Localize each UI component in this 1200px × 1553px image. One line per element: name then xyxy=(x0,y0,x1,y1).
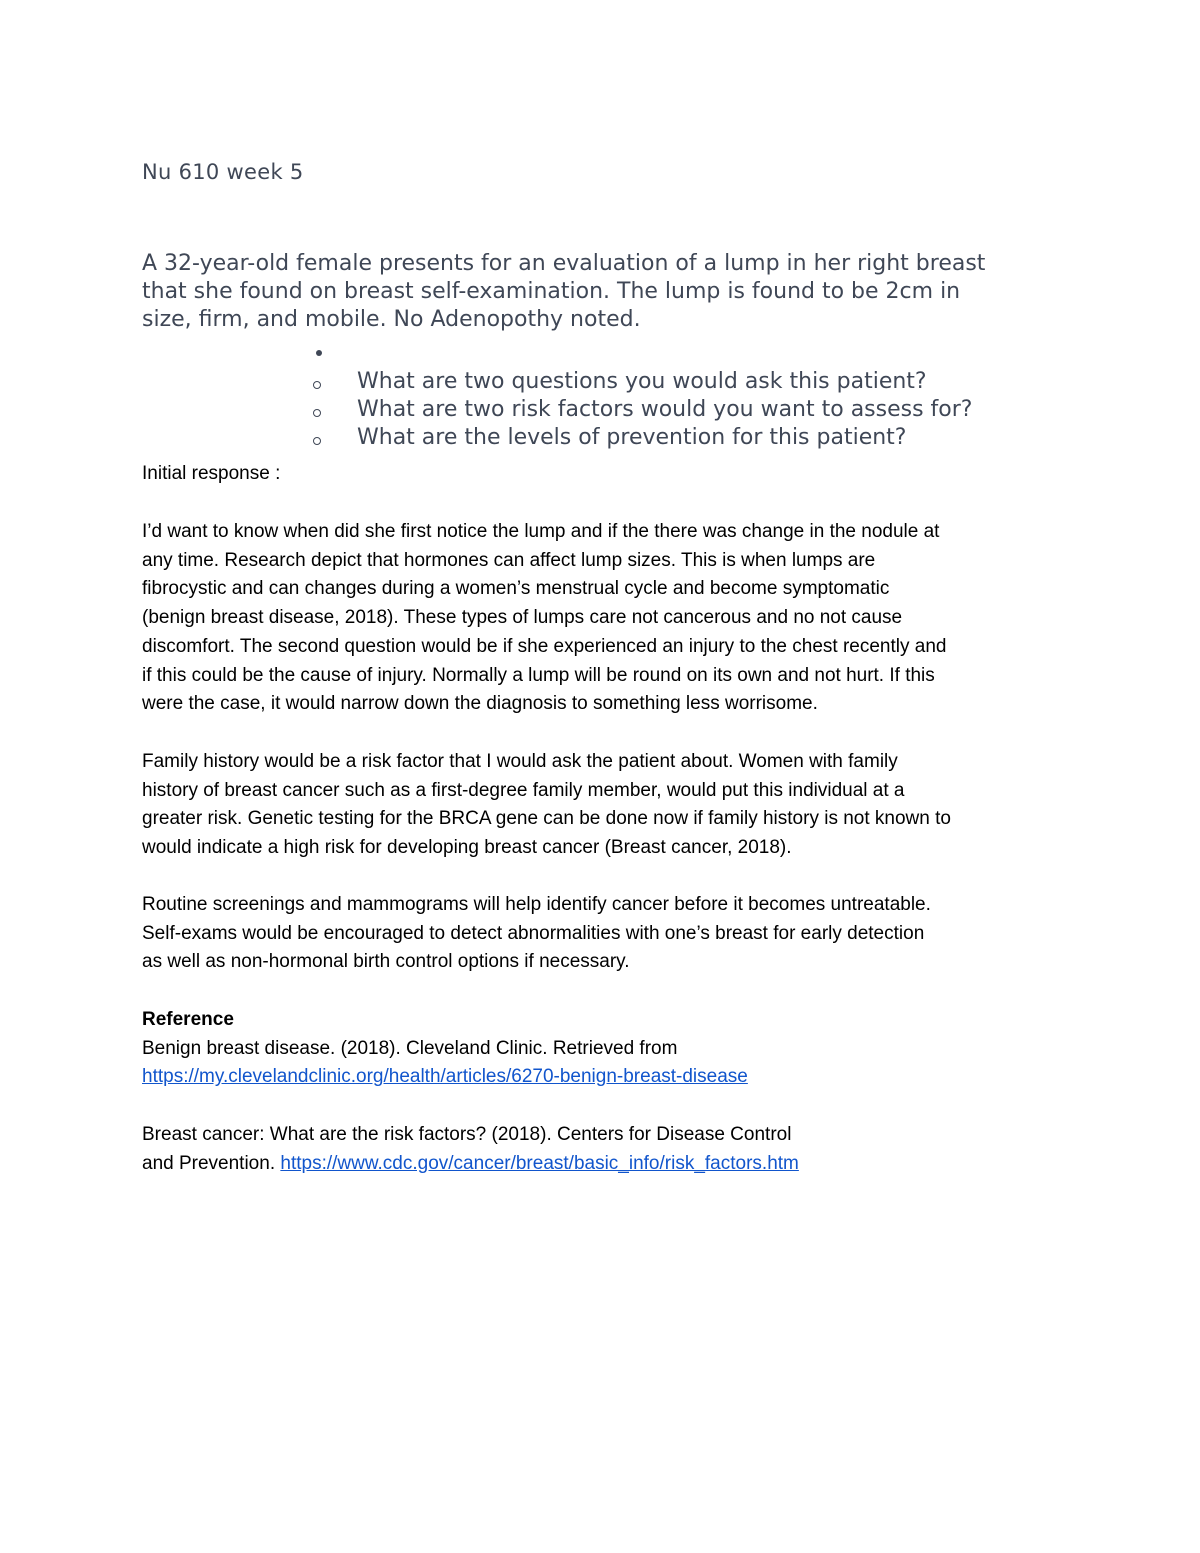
reference-section xyxy=(142,1006,1072,1092)
question-text: What are two questions you would ask this patient? xyxy=(357,369,927,394)
paragraph-risk-factors xyxy=(142,748,1072,863)
paragraph-line: were the case, it would narrow down the diagnosis to something less worrisome. xyxy=(142,693,818,715)
prompt-line: that she found on breast self-examination. The lump is found to be 2cm in xyxy=(142,279,961,304)
paragraph-prevention xyxy=(142,891,1072,977)
paragraph-line: Self-exams would be encouraged to detect abnormalities with one’s breast for early detection xyxy=(142,922,925,944)
prompt-line: size, firm, and mobile. No Adenopothy noted. xyxy=(142,307,641,332)
paragraph-line: greater risk. Genetic testing for the BRCA gene can be done now if family history is not known to xyxy=(142,808,951,830)
reference-entry-cdc xyxy=(142,1121,1072,1178)
paragraph-line: would indicate a high risk for developing breast cancer (Breast cancer, 2018). xyxy=(142,837,792,859)
hollow-bullet-icon xyxy=(313,437,321,445)
reference-entry: Benign breast disease. (2018). Cleveland Clinic. Retrieved from xyxy=(142,1037,678,1059)
paragraph-line: I’d want to know when did she first notice the lump and if the there was change in the nodule at xyxy=(142,521,940,542)
paragraph-line: as well as non-hormonal birth control options if necessary. xyxy=(142,951,630,973)
initial-response-section xyxy=(142,460,1072,489)
paragraph-line: (benign breast disease, 2018). These types of lumps care not cancerous and no not cause xyxy=(142,607,903,629)
reference-entry: and Prevention. xyxy=(142,1152,276,1174)
paragraph-line: Routine screenings and mammograms will help identify cancer before it becomes untreatable. xyxy=(142,894,931,915)
initial-response-label: Initial response : xyxy=(142,463,281,484)
paragraph-line: any time. Research depict that hormones can affect lump sizes. This is when lumps are xyxy=(142,549,876,571)
prompt-line: A 32-year-old female presents for an evaluation of a lump in her right breast xyxy=(142,251,986,276)
reference-link-cleveland[interactable]: https://my.clevelandclinic.org/health/articles/6270-benign-breast-disease xyxy=(142,1066,748,1088)
bullet-dot-icon xyxy=(316,350,322,356)
document-title: Nu 610 week 5 xyxy=(142,160,304,184)
paragraph-questions xyxy=(142,518,1072,719)
hollow-bullet-icon xyxy=(313,409,321,417)
hollow-bullet-icon xyxy=(313,381,321,389)
reference-link-cdc[interactable]: https://www.cdc.gov/cancer/breast/basic_info/risk_factors.htm xyxy=(280,1152,799,1174)
paragraph-line: if this could be the cause of injury. Normally a lump will be round on its own and not hurt. If this xyxy=(142,664,935,686)
paragraph-line: discomfort. The second question would be if she experienced an injury to the chest recently and xyxy=(142,635,947,657)
reference-heading: Reference xyxy=(142,1009,234,1030)
question-text: What are the levels of prevention for this patient? xyxy=(357,425,907,450)
paragraph-line: history of breast cancer such as a first-degree family member, would put this individual at a xyxy=(142,779,905,801)
reference-entry: Breast cancer: What are the risk factors? (2018). Centers for Disease Control xyxy=(142,1124,792,1145)
paragraph-line: fibrocystic and can changes during a women’s menstrual cycle and become symptomatic xyxy=(142,578,890,600)
case-prompt xyxy=(142,250,1072,334)
paragraph-line: Family history would be a risk factor that I would ask the patient about. Women with family xyxy=(142,751,898,772)
question-text: What are two risk factors would you want to assess for? xyxy=(357,397,973,422)
